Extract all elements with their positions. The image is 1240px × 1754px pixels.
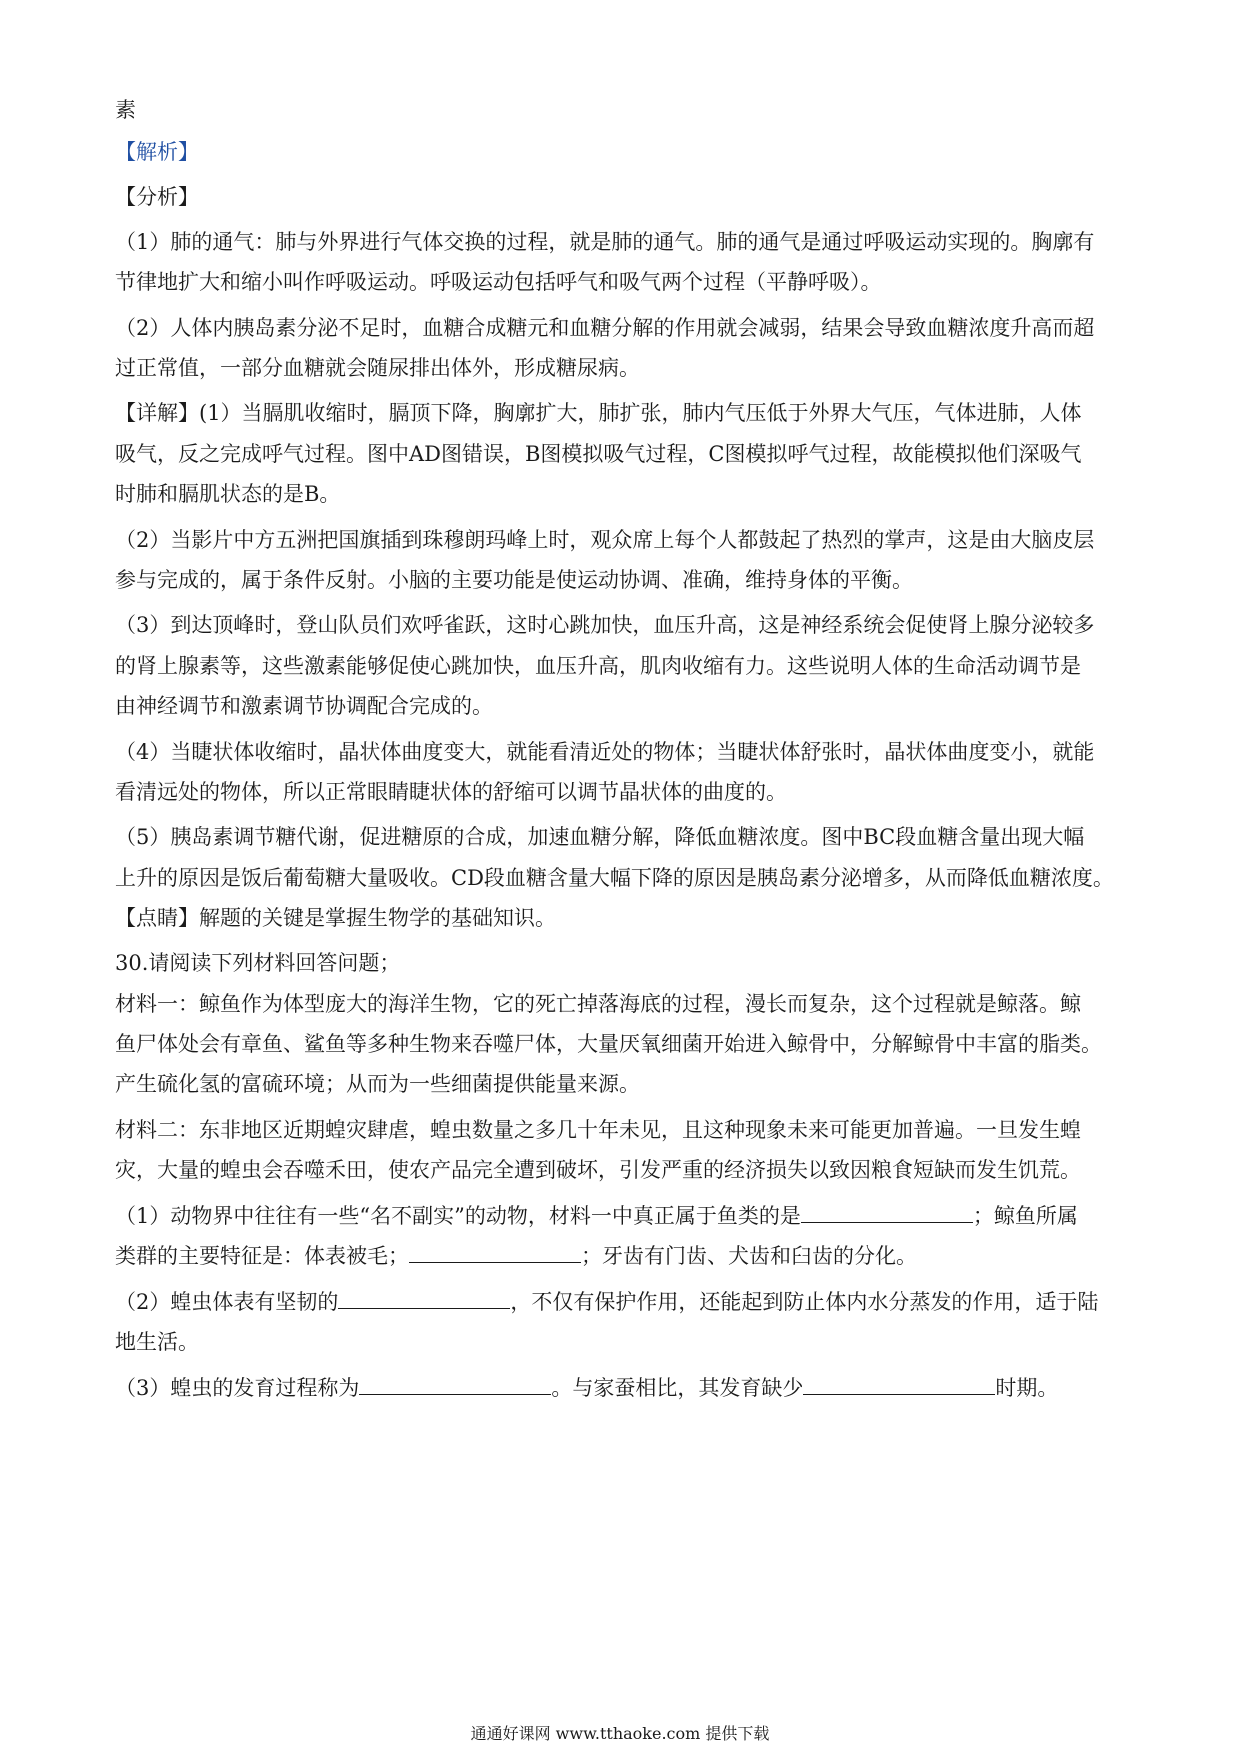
section-heading-analysis: 【解析】	[115, 140, 199, 164]
question-title: 30.请阅读下列材料回答问题；	[115, 951, 401, 975]
text-line: 材料二：东非地区近期蝗灾肆虐，蝗虫数量之多几十年未见，且这种现象未来可能更加普遍。一旦发生蝗	[115, 1118, 1081, 1142]
answer-blank-2[interactable]	[409, 1242, 581, 1263]
text-line: 【详解】(1）当膈肌收缩时，膈顶下降，胸廓扩大，肺扩张，肺内气压低于外界大气压，气体进肺，人体	[115, 401, 1082, 425]
text-line: （1）肺的通气：肺与外界进行气体交换的过程，就是肺的通气。肺的通气是通过呼吸运动实现的。胸廓有	[115, 230, 1095, 254]
text-line: 材料一：鲸鱼作为体型庞大的海洋生物，它的死亡掉落海底的过程，漫长而复杂，这个过程就是鲸落。鲸	[115, 992, 1081, 1016]
text-line: 产生硫化氢的富硫环境；从而为一些细菌提供能量来源。	[115, 1072, 640, 1096]
text-line: 由神经调节和激素调节协调配合完成的。	[115, 694, 493, 718]
text-line: （4）当睫状体收缩时，晶状体曲度变大，就能看清近处的物体；当睫状体舒张时，晶状体曲度变小，就能	[115, 740, 1095, 764]
section-heading-fenxi: 【分析】	[115, 185, 199, 209]
text-line: 【点睛】解题的关键是掌握生物学的基础知识。	[115, 906, 556, 930]
text-line: 参与完成的，属于条件反射。小脑的主要功能是使运动协调、准确，维持身体的平衡。	[115, 568, 913, 592]
question-1-text-d: ；牙齿有门齿、犬齿和臼齿的分化。	[581, 1244, 917, 1268]
question-1-text-b: ；鲸鱼所属	[972, 1204, 1078, 1228]
question-2-text-a: （2）蝗虫体表有坚韧的	[115, 1290, 339, 1314]
answer-blank-4[interactable]	[359, 1374, 551, 1395]
question-1-text-a: （1）动物界中往往有一些“名不副实”的动物，材料一中真正属于鱼类的是	[115, 1204, 801, 1228]
question-3-text-a: （3）蝗虫的发育过程称为	[115, 1376, 360, 1400]
text-line: （3）到达顶峰时，登山队员们欢呼雀跃，这时心跳加快，血压升高，这是神经系统会促使肾上腺分泌较多	[115, 613, 1095, 637]
page-footer: 通通好课网 www.tthaoke.com 提供下载	[470, 1724, 770, 1743]
question-1-text-c: 类群的主要特征是：体表被毛；	[115, 1244, 409, 1268]
text-line: 鱼尸体处会有章鱼、鲨鱼等多种生物来吞噬尸体，大量厌氧细菌开始进入鲸骨中，分解鲸骨中丰富的脂类。	[115, 1032, 1102, 1056]
question-3-line-1	[115, 1374, 1058, 1403]
question-3-text-c: 时期。	[995, 1376, 1059, 1400]
question-1-line-1	[115, 1202, 1078, 1231]
text-line: （2）当影片中方五洲把国旗插到珠穆朗玛峰上时，观众席上每个人都鼓起了热烈的掌声，这是由大脑皮层	[115, 528, 1095, 552]
text-line: 看清远处的物体，所以正常眼睛睫状体的舒缩可以调节晶状体的曲度的。	[115, 780, 787, 804]
text-line: 过正常值，一部分血糖就会随尿排出体外，形成糖尿病。	[115, 356, 640, 380]
text-line: 节律地扩大和缩小叫作呼吸运动。呼吸运动包括呼气和吸气两个过程（平静呼吸）。	[115, 270, 882, 294]
text-line: 吸气，反之完成呼气过程。图中AD图错误，B图模拟吸气过程，C图模拟呼气过程，故能模拟他们深吸气	[115, 442, 1082, 466]
question-3-text-b: 。与家蚕相比，其发育缺少	[551, 1376, 804, 1400]
question-1-line-2	[115, 1242, 917, 1271]
text-line: 时肺和膈肌状态的是B。	[115, 482, 341, 506]
text-line: （5）胰岛素调节糖代谢，促进糖原的合成，加速血糖分解，降低血糖浓度。图中BC段血糖含量出现大幅	[115, 825, 1085, 849]
answer-blank-1[interactable]	[801, 1202, 973, 1223]
answer-blank-5[interactable]	[803, 1374, 995, 1395]
text-line: 的肾上腺素等，这些激素能够促使心跳加快，血压升高，肌肉收缩有力。这些说明人体的生命活动调节是	[115, 654, 1081, 678]
text-line: 灾，大量的蝗虫会吞噬禾田，使农产品完全遭到破坏，引发严重的经济损失以致因粮食短缺而发生饥荒。	[115, 1158, 1081, 1182]
text-line: 素	[115, 98, 136, 122]
answer-blank-3[interactable]	[338, 1288, 510, 1309]
question-2-text-b: ，不仅有保护作用，还能起到防止体内水分蒸发的作用，适于陆	[510, 1290, 1099, 1314]
text-line: 上升的原因是饭后葡萄糖大量吸收。CD段血糖含量大幅下降的原因是胰岛素分泌增多，从而降低血糖浓度。	[115, 866, 1114, 890]
question-2-line-1	[115, 1288, 1098, 1317]
text-line: （2）人体内胰岛素分泌不足时，血糖合成糖元和血糖分解的作用就会减弱，结果会导致血糖浓度升高而超	[115, 316, 1095, 340]
question-2-line-2: 地生活。	[115, 1330, 199, 1354]
